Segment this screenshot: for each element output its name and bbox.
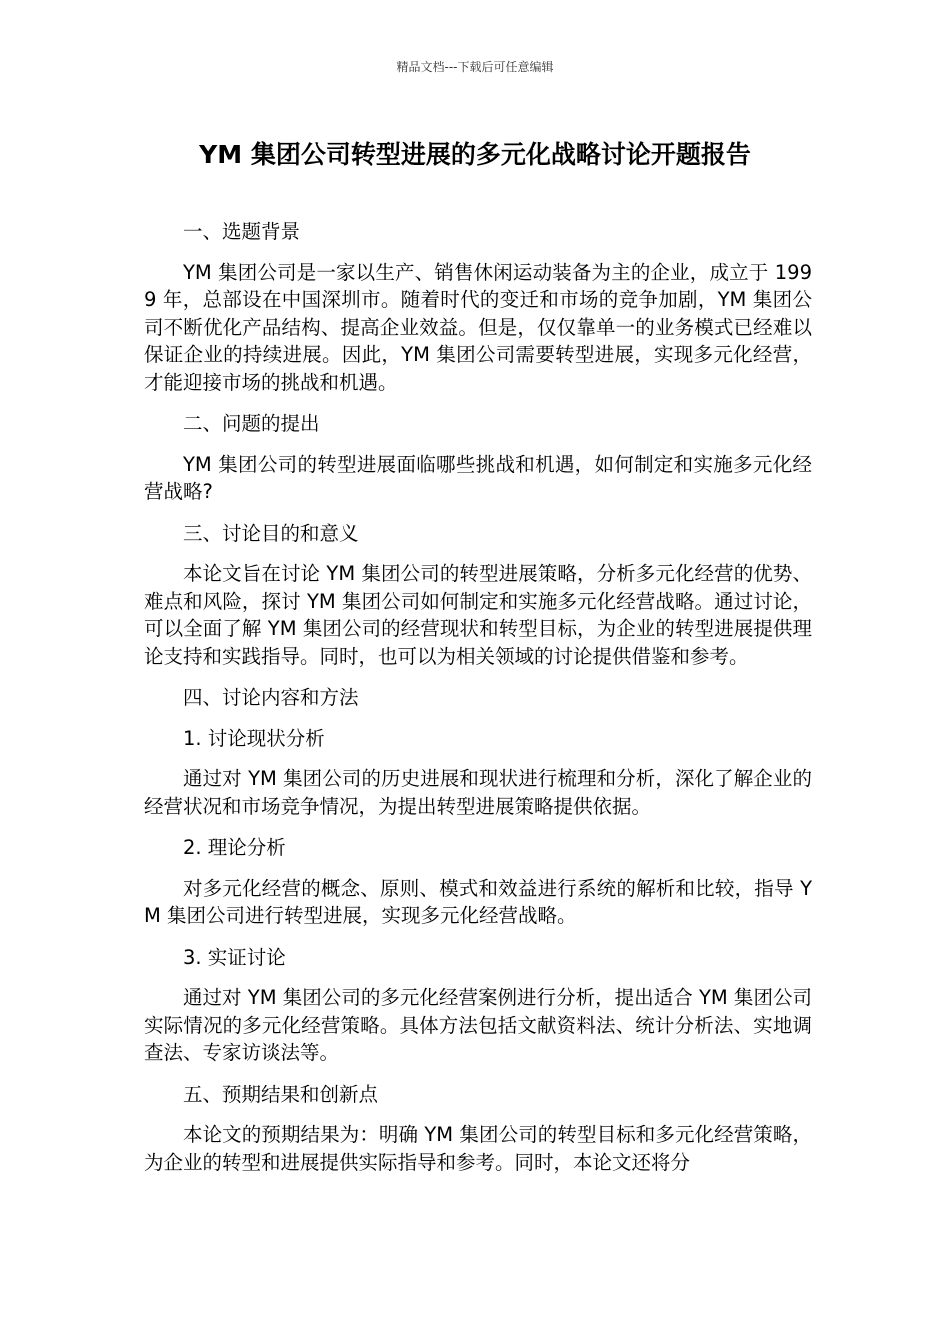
paragraph-empirical-study: 通过对 YM 集团公司的多元化经营案例进行分析，提出适合 YM 集团公司实际情况的多元化经营策略。具体方法包括文献资料法、统计分析法、实地调查法、专家访谈法等。: [144, 986, 812, 1064]
header-note: 精品文档---下载后可任意编辑: [396, 60, 554, 74]
paragraph-background: YM 集团公司是一家以生产、销售休闲运动装备为主的企业，成立于 1999 年，总部设在中国深圳市。随着时代的变迁和市场的竞争加剧，YM 集团公司不断优化产品结构、提高企业效益。但是，仅仅靠单一的业务模式已经难以保证企业的持续进展。因此，YM 集团公司需要转型进展，实现多元化经营，才能迎接市场的挑战和机遇。: [144, 260, 812, 394]
document-body: [144, 218, 812, 1190]
paragraph-status-analysis: 通过对 YM 集团公司的历史进展和现状进行梳理和分析，深化了解企业的经营状况和市场竞争情况，为提出转型进展策略提供依据。: [144, 767, 812, 818]
subheading-theory-analysis: 2. 理论分析: [183, 836, 286, 859]
section-heading-purpose: 三、讨论目的和意义: [183, 521, 359, 545]
subheading-empirical-study: 3. 实证讨论: [183, 945, 286, 969]
section-heading-background: 一、选题背景: [183, 220, 301, 243]
document-title: YM 集团公司转型进展的多元化战略讨论开题报告: [199, 140, 751, 169]
paragraph-theory-analysis: 对多元化经营的概念、原则、模式和效益进行系统的解析和比较，指导 YM 集团公司进行转型进展，实现多元化经营战略。: [144, 876, 812, 927]
subheading-status-analysis: 1. 讨论现状分析: [183, 726, 325, 750]
section-heading-expected-results: 五、预期结果和创新点: [183, 1082, 379, 1106]
section-heading-problem: 二、问题的提出: [183, 412, 320, 435]
paragraph-problem: YM 集团公司的转型进展面临哪些挑战和机遇，如何制定和实施多元化经营战略?: [144, 452, 812, 503]
paragraph-expected-results: 本论文的预期结果为：明确 YM 集团公司的转型目标和多元化经营策略，为企业的转型和进展提供实际指导和参考。同时，本论文还将分: [144, 1123, 812, 1174]
paragraph-purpose: 本论文旨在讨论 YM 集团公司的转型进展策略，分析多元化经营的优势、难点和风险，探讨 YM 集团公司如何制定和实施多元化经营战略。通过讨论，可以全面了解 YM 集团公司的经营现状和转型目标，为企业的转型进展提供理论支持和实践指导。同时，也可以为相关领域的讨论提供借鉴和参考。: [144, 562, 812, 668]
section-heading-content-method: 四、讨论内容和方法: [183, 686, 359, 709]
